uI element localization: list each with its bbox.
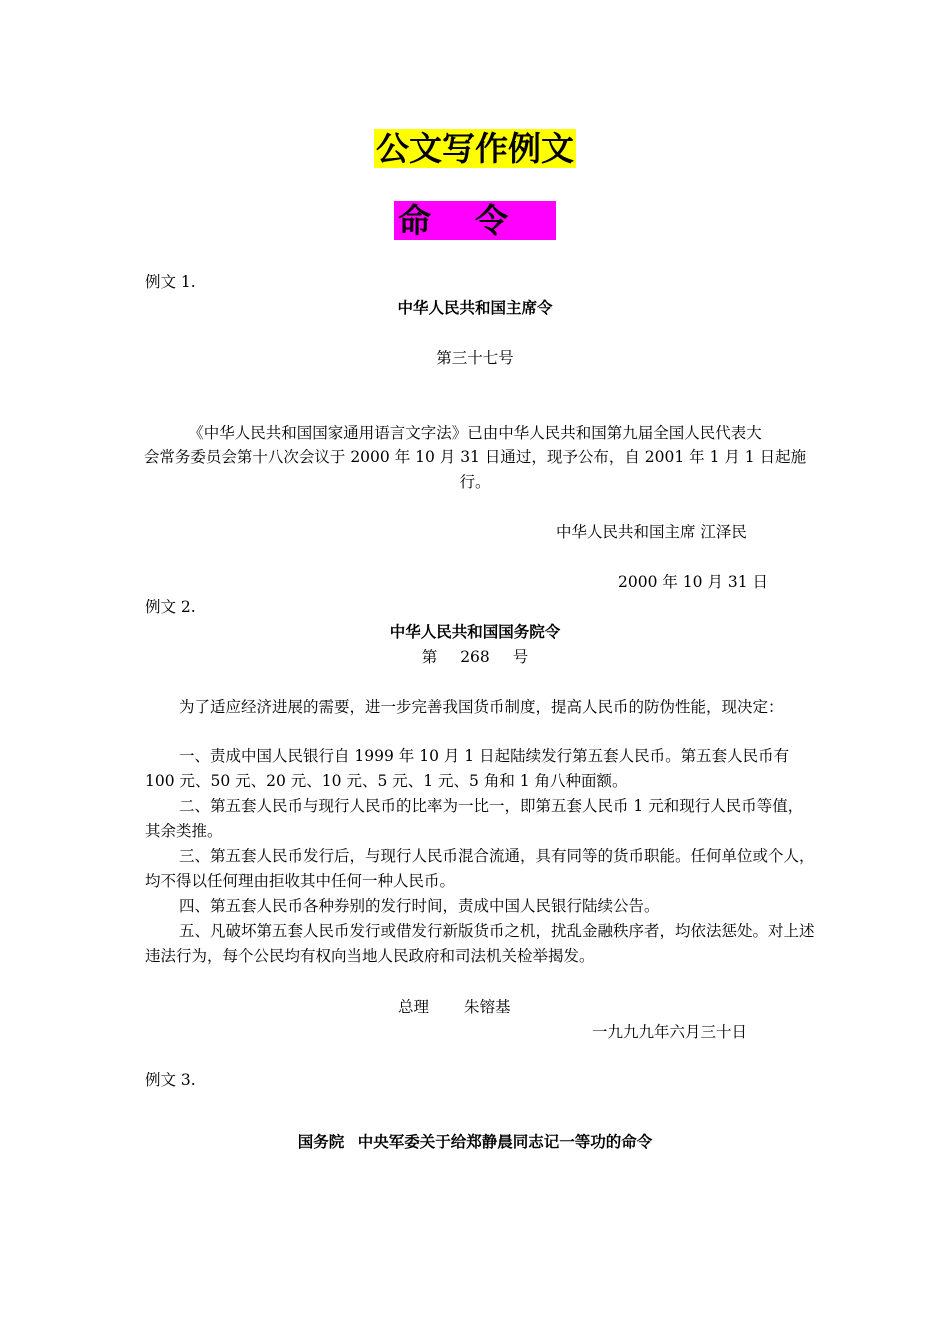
example2-signature-name: 朱镕基 <box>464 998 511 1016</box>
example2-item-1: 一、责成中国人民银行自 1999 年 10 月 1 日起陆续发行第五套人民币。第五套人民币有 100 元、50 元、20 元、10 元、5 元、1 元、5 角和 1 角八种面额。 <box>145 747 790 790</box>
example3-heading: 国务院 中央军委关于给郑静晨同志记一等功的命令 <box>297 1133 653 1151</box>
example2-number: 第 268 号 <box>421 648 529 666</box>
example1-label: 例文 1. <box>145 273 196 291</box>
example1-body-line3: 行。 <box>459 473 491 491</box>
example1-number: 第三十七号 <box>436 349 514 367</box>
document-title: 公文写作例文 <box>376 129 574 168</box>
example2-date: 一九九九年六月三十日 <box>592 1023 748 1041</box>
example3-label: 例文 3. <box>145 1071 196 1089</box>
example1-body-line2: 会常务委员会第十八次会议于 2000 年 10 月 31 日通过，现予公布，自 2001 年 1 月 1 日起施 <box>143 448 807 466</box>
example1-heading: 中华人民共和国主席令 <box>397 299 553 317</box>
example2-label: 例文 2. <box>145 598 196 616</box>
example2-intro: 为了适应经济进展的需要，进一步完善我国货币制度，提高人民币的防伪性能，现决定： <box>179 698 784 716</box>
example2-signature-title: 总理 <box>398 998 430 1016</box>
example2-item-4: 四、第五套人民币各种券别的发行时间，责成中国人民银行陆续公告。 <box>179 897 660 915</box>
document-title-wrap <box>0 128 950 170</box>
example2-item-5: 五、凡破坏第五套人民币发行或借发行新版货币之机，扰乱金融秩序者，均依法惩处。对上述违法行为，每个公民均有权向当地人民政府和司法机关检举揭发。 <box>145 922 815 965</box>
document-subtitle-wrap <box>0 200 950 242</box>
example2-heading: 中华人民共和国国务院令 <box>389 623 561 641</box>
example2-item-3: 三、第五套人民币发行后，与现行人民币混合流通，具有同等的货币职能。任何单位或个人，均不得以任何理由拒收其中任何一种人民币。 <box>145 847 815 890</box>
example1-body-line1: 《中华人民共和国国家通用语言文字法》已由中华人民共和国第九届全国人民代表大 <box>188 424 762 442</box>
document-subtitle: 命令 <box>394 201 556 240</box>
example2-item-2: 二、第五套人民币与现行人民币的比率为一比一，即第五套人民币 1 元和现行人民币等值，其余类推。 <box>145 797 804 840</box>
example1-date: 2000 年 10 月 31 日 <box>618 573 769 591</box>
example1-signature: 中华人民共和国主席 江泽民 <box>556 523 747 541</box>
